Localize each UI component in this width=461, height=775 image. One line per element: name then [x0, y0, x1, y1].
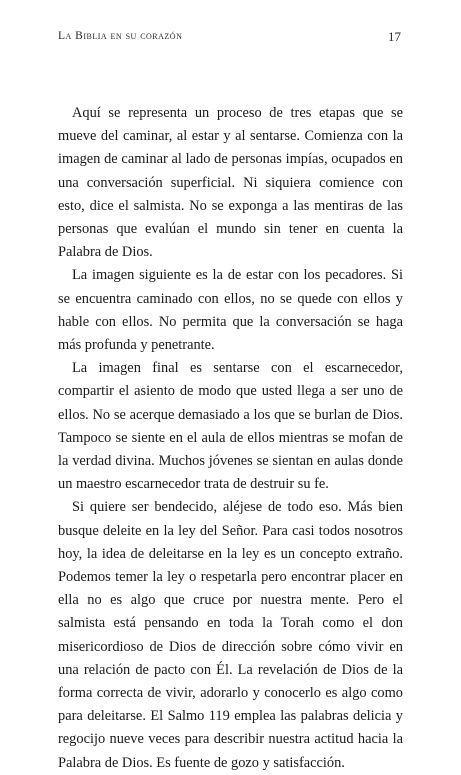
- paragraph-1: Aquí se representa un proceso de tres etapas que se mueve del caminar, al estar y al sentarse. Comienza con la imagen de caminar al lado de personas impías, ocupados en una conversación superficial. Ni siquiera comience con esto, dice el salmista. No se exponga a las mentiras de las personas que evalúan el mundo sin tener en cuenta la Palabra de Dios.: [58, 105, 403, 261]
- paragraph-3: La imagen final es sentarse con el escarnecedor, compartir el asiento de modo que usted llega a ser uno de ellos. No se acerque demasiado a los que se burlan de Dios. Tampoco se siente en el aula de ellos mientras se mofan de la verdad divina. Muchos jóvenes se sientan en aulas donde un maestro escarnecedor trata de destruir su fe.: [58, 360, 403, 493]
- paragraph-2: La imagen siguiente es la de estar con los pecadores. Si se encuentra caminado con ellos, no se quede con ellos y hable con ellos. No permita que la conversación se haga más profunda y penetrante.: [58, 267, 403, 354]
- running-head: La Biblia en su corazón: [58, 30, 183, 42]
- body-text: [58, 102, 403, 775]
- page-number: 17: [388, 29, 401, 44]
- paragraph-4: Si quiere ser bendecido, aléjese de todo eso. Más bien busque deleite en la ley del Señor. Para casi todos nosotros hoy, la idea de deleitarse en la ley es un concepto extraño. Podemos temer la ley o respetarla pero encontrar placer en ella no es algo que cruce por nuestra mente. Pero el salmista está pensando en toda la Torah como el don misericordioso de Dios de dirección sobre cómo vivir en una relación de pacto con Él. La revelación de Dios de la forma correcta de vivir, adorarlo y conocerlo es algo como para deleitarse. El Salmo 119 emplea las palabras delicia y regocijo nueve veces para describir nuestra actitud hacia la Palabra de Dios. Es fuente de gozo y satisfacción.: [58, 499, 403, 771]
